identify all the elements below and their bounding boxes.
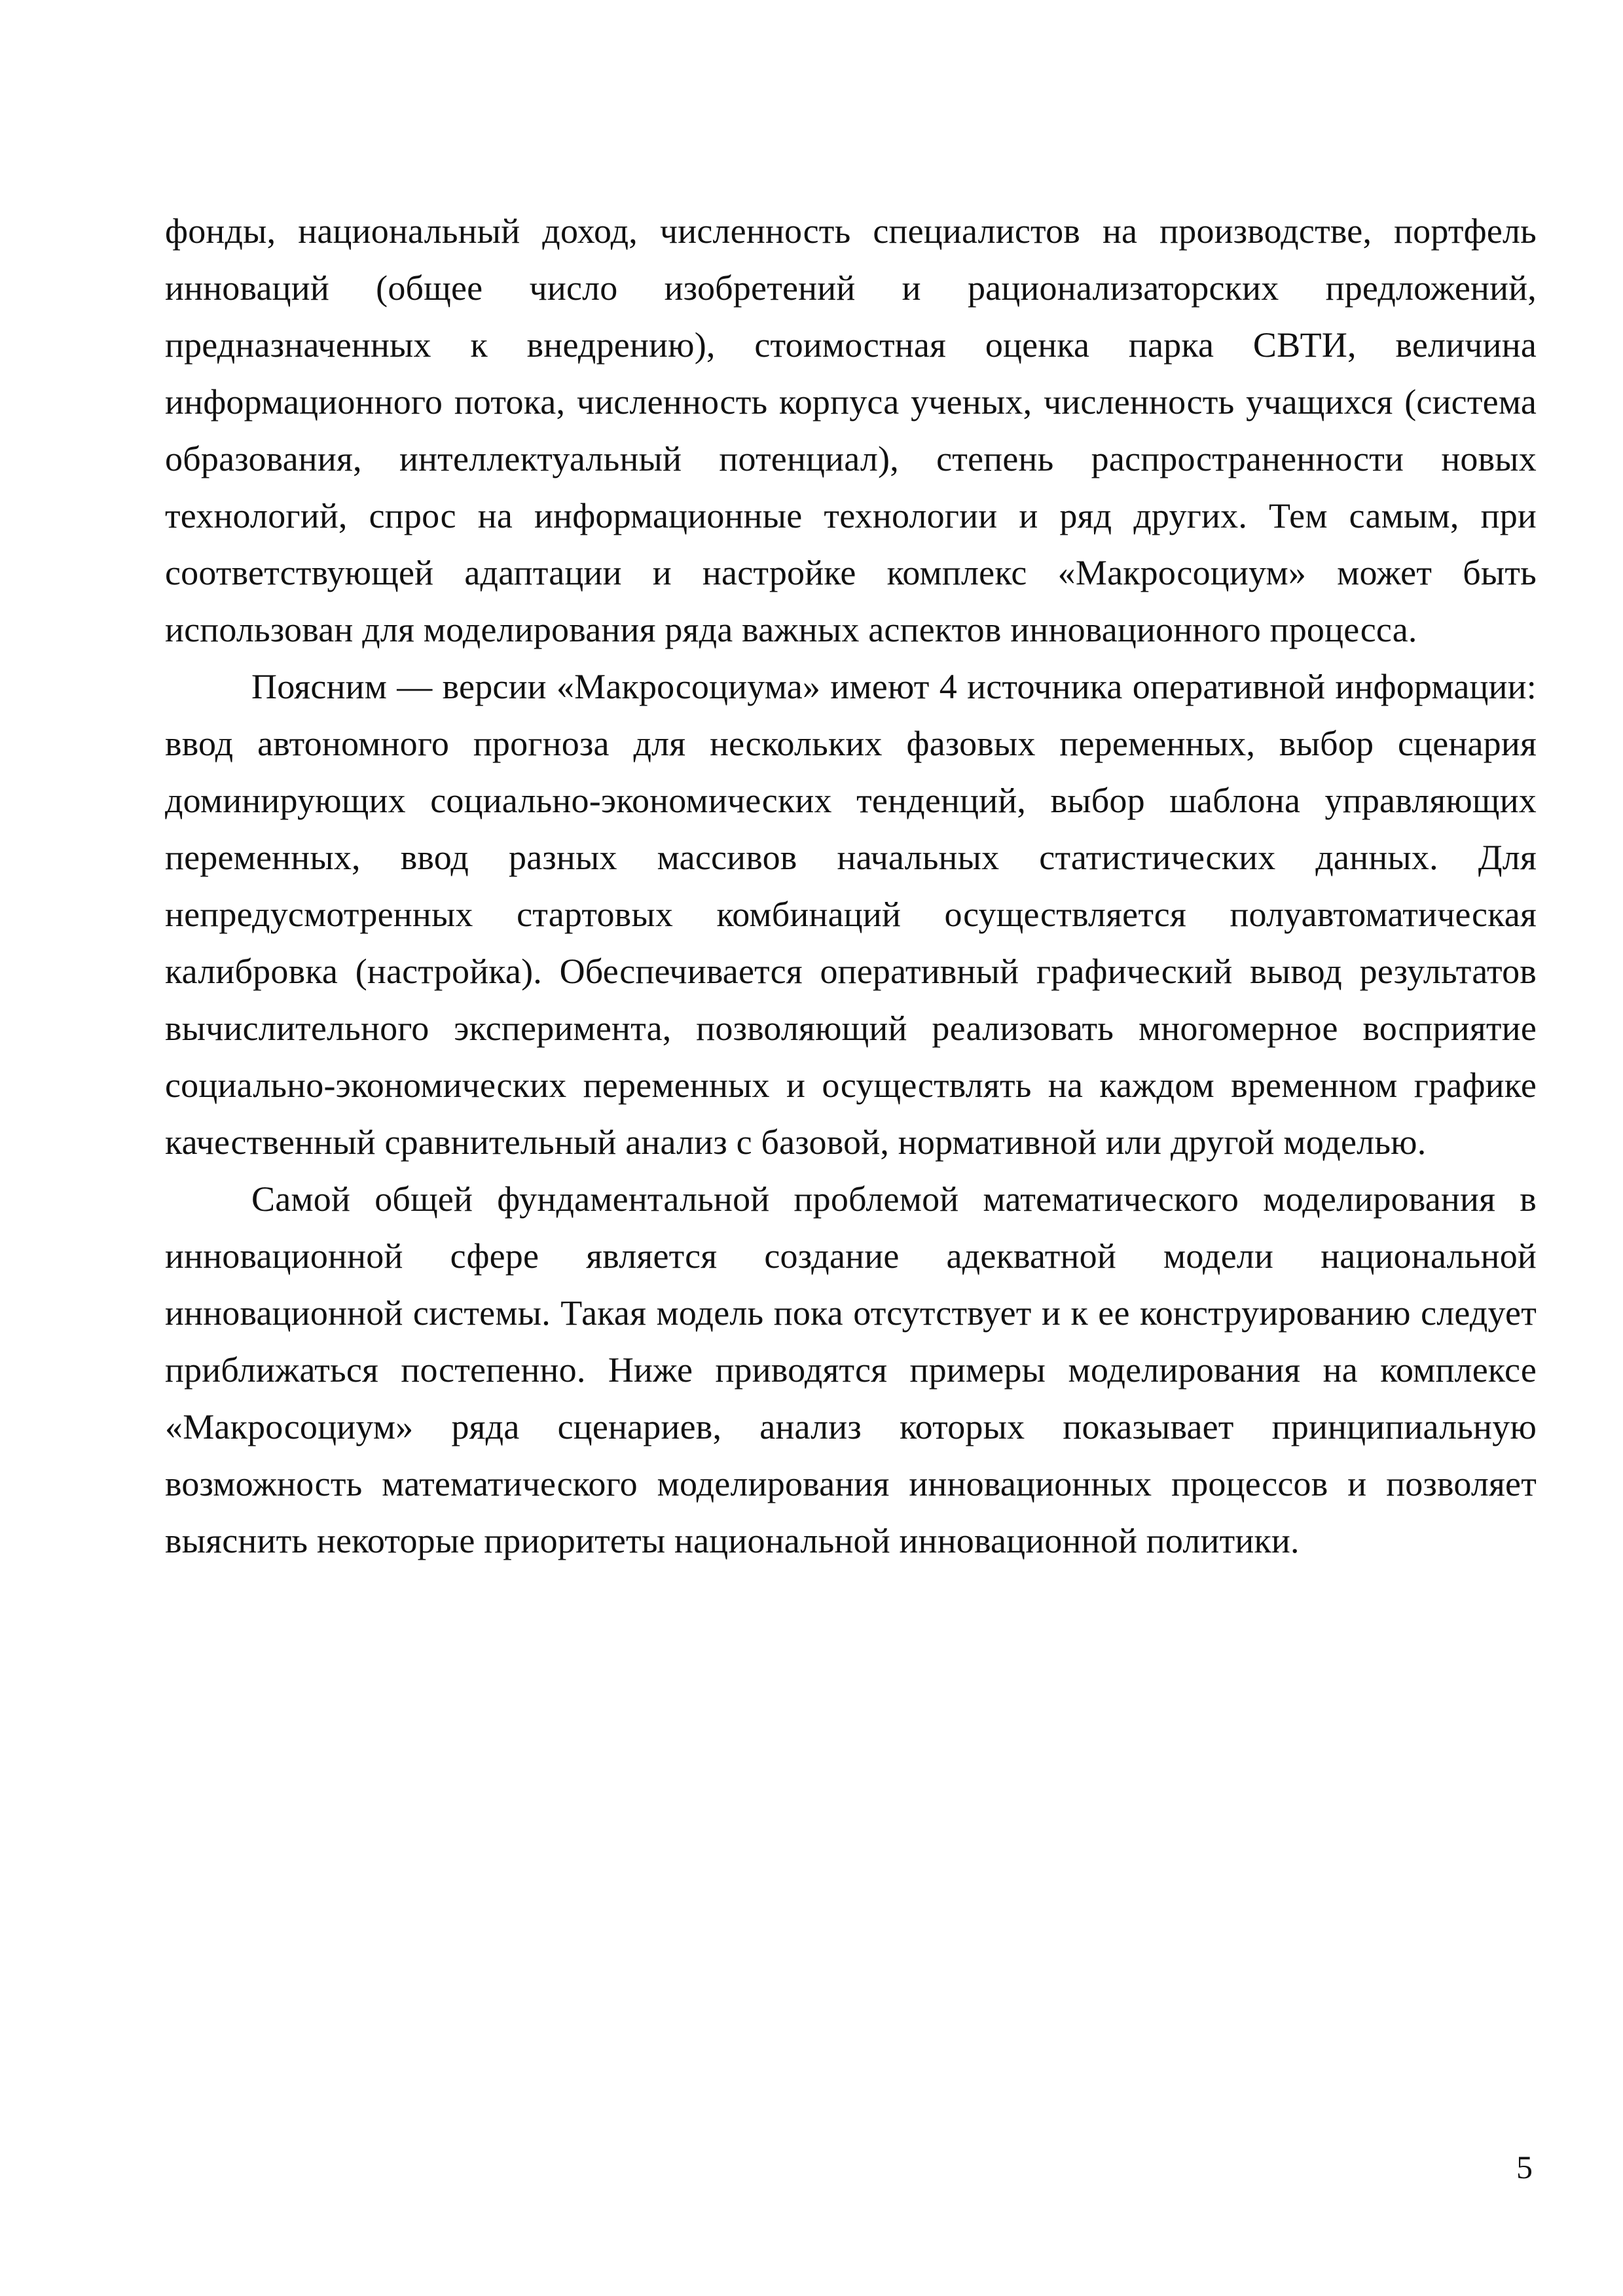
paragraph: Самой общей фундаментальной проблемой математического моделирования в инновационной сфере является создание адекватной модели национальной инновационной системы. Такая модель пока отсутствует и к ее конструированию следует приближаться постепенно. Ниже приводятся примеры моделирования на комплексе «Макросоциум» ряда сценариев, анализ которых показывает принципиальную возможность математического моделирования инновационных процессов и позволяет выяснить некоторые приоритеты национальной инновационной политики. <box>165 1179 1537 1560</box>
text-block <box>165 203 1537 1570</box>
paragraph: Поясним — версии «Макросоциума» имеют 4 источника оперативной информации: ввод автономного прогноза для нескольких фазовых переменных, выбор сценария доминирующих социально-экономических тенденций, выбор шаблона управляющих переменных, ввод разных массивов начальных статистических данных. Для непредусмотренных стартовых комбинаций осуществляется полуавтоматическая калибровка (настройка). Обеспечивается оперативный графический вывод результатов вычислительного эксперимента, позволяющий реализовать многомерное восприятие социально-экономических переменных и осуществлять на каждом временном графике качественный сравнительный анализ с базовой, нормативной или другой моделью. <box>165 667 1537 1162</box>
paragraph-continuation: фонды, национальный доход, численность специалистов на производстве, портфель инноваций (общее число изобретений и рационализаторских предложений, предназначенных к внедрению), стоимостная оценка парка СВТИ, величина информационного потока, численность корпуса ученых, численность учащихся (система образования, интеллектуальный потенциал), степень распространенности новых технологий, спрос на информационные технологии и ряд других. Тем самым, при соответствующей адаптации и настройке комплекс «Макросоциум» может быть использован для моделирования ряда важных аспектов инновационного процесса. <box>165 211 1537 649</box>
page-number: 5 <box>1516 2149 1533 2185</box>
